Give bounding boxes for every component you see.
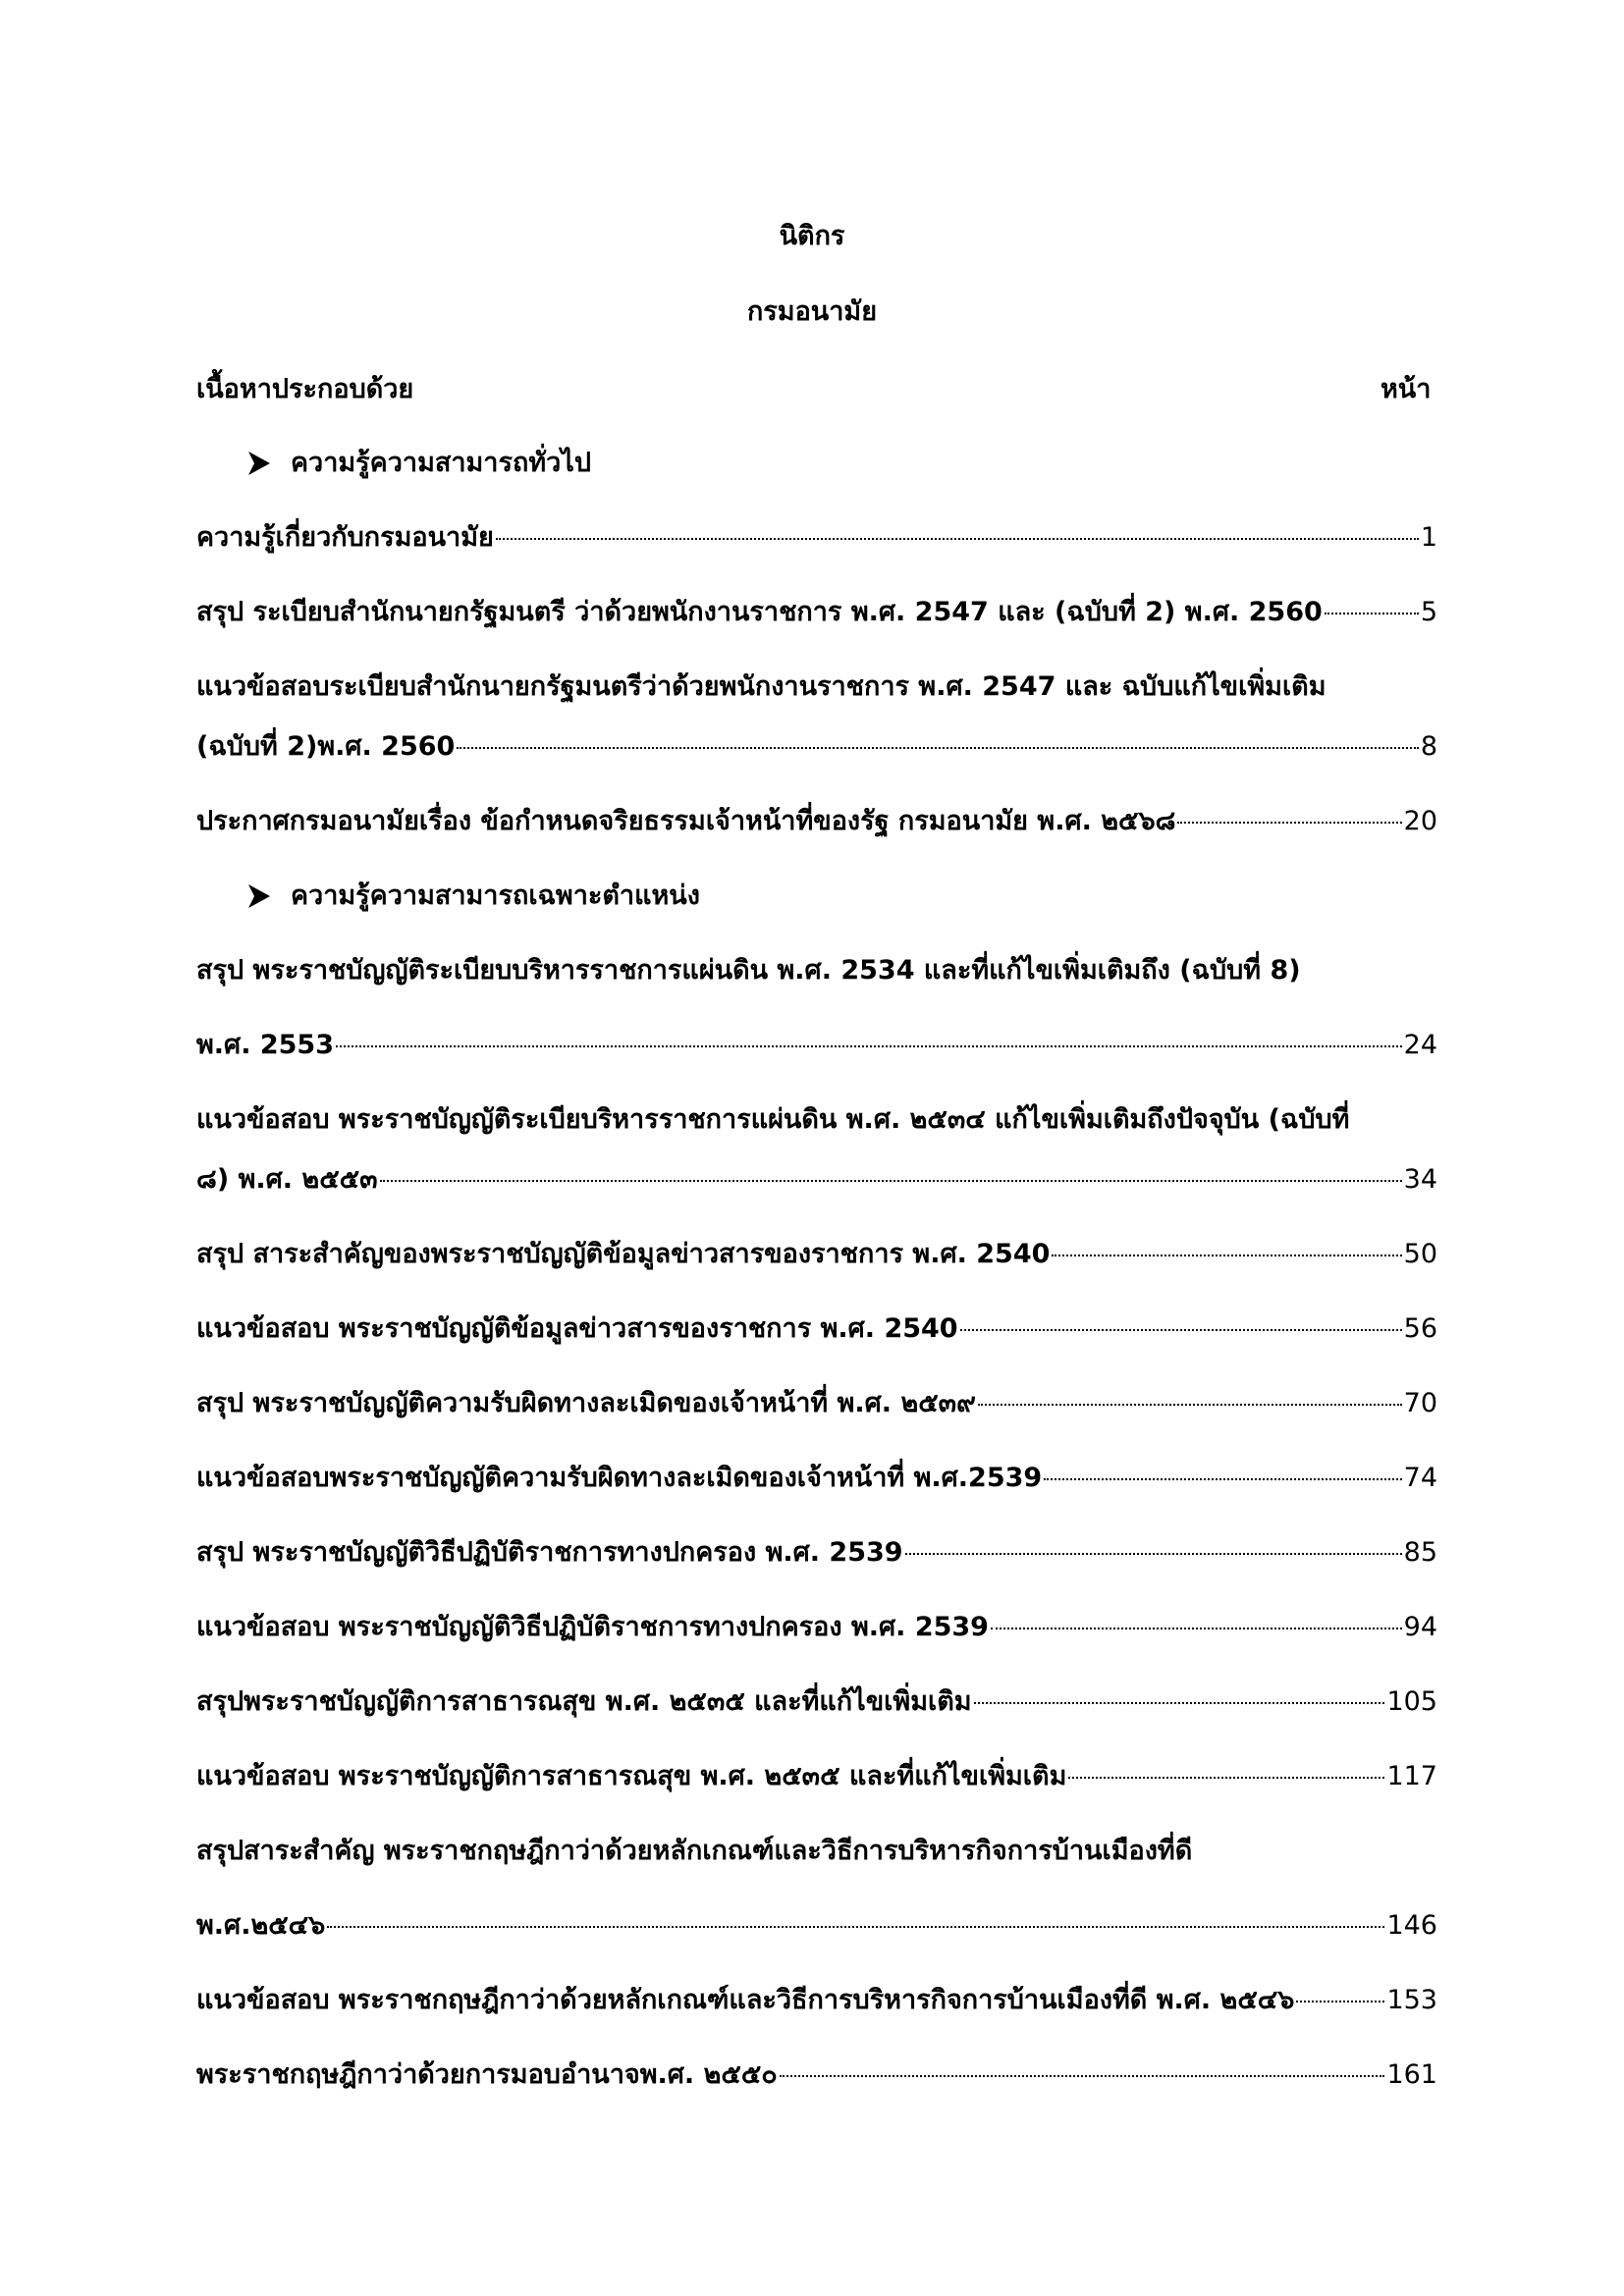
toc-entry-page: 153 bbox=[1386, 1985, 1437, 2015]
toc-entry[interactable] bbox=[196, 1533, 1437, 1573]
toc-entry-title: ความรู้เกี่ยวกับกรมอนามัย bbox=[196, 522, 494, 553]
toc-entry-title: แนวข้อสอบ พระราชบัญญัติข้อมูลข่าวสารของราชการ พ.ศ. 2540 bbox=[196, 1313, 958, 1344]
toc-entry-page: 117 bbox=[1386, 1761, 1437, 1791]
toc-entry-first-line: แนวข้อสอบระเบียบสำนักนายกรัฐมนตรีว่าด้วยพนักงานราชการ พ.ศ. 2547 และ ฉบับแก้ไขเพิ่มเติม bbox=[196, 671, 1326, 702]
leader-dots bbox=[327, 1926, 1384, 1928]
toc-entry-first-line: แนวข้อสอบ พระราชบัญญัติระเบียบริหารราชการแผ่นดิน พ.ศ. ๒๕๓๔ แก้ไขเพิ่มเติมถึงปัจจุบัน (ฉบับที่ bbox=[196, 1104, 1350, 1135]
toc-entry[interactable] bbox=[196, 1384, 1437, 1423]
toc-entry-page: 34 bbox=[1403, 1164, 1437, 1195]
leader-dots bbox=[380, 1180, 1402, 1182]
toc-entry[interactable] bbox=[196, 1608, 1437, 1647]
toc-entry-title: สรุป ระเบียบสำนักนายกรัฐมนตรี ว่าด้วยพนักงานราชการ พ.ศ. 2547 และ (ฉบับที่ 2) พ.ศ. 2560 bbox=[196, 597, 1323, 627]
toc-entry[interactable] bbox=[196, 1160, 1437, 1200]
toc-entry-title: แนวข้อสอบ พระราชบัญญัติการสาธารณสุข พ.ศ. ๒๕๓๕ และที่แก้ไขเพิ่มเติม bbox=[196, 1761, 1067, 1791]
toc-entry-first-line: สรุปสาระสำคัญ พระราชกฤษฎีกาว่าด้วยหลักเกณฑ์และวิธีการบริหารกิจการบ้านเมืองที่ดี bbox=[196, 1836, 1193, 1866]
toc-entry[interactable] bbox=[196, 727, 1437, 767]
contents-label: เนื้อหาประกอบด้วย bbox=[196, 374, 414, 404]
leader-dots bbox=[1296, 2001, 1384, 2002]
section-label: ความรู้ความสามารถทั่วไป bbox=[291, 448, 591, 478]
toc-entry-page: 70 bbox=[1403, 1388, 1437, 1418]
toc-entry-page: 146 bbox=[1386, 1910, 1437, 1941]
toc-entry-title: (ฉบับที่ 2)พ.ศ. 2560 bbox=[196, 731, 456, 762]
toc-entry[interactable] bbox=[196, 1026, 1437, 1065]
toc-entry[interactable] bbox=[196, 802, 1437, 841]
toc-entry[interactable] bbox=[196, 1682, 1437, 1722]
toc-entry-page: 94 bbox=[1403, 1612, 1437, 1642]
leader-dots bbox=[978, 1404, 1402, 1406]
toc-entry-page: 105 bbox=[1386, 1686, 1437, 1717]
toc-entry[interactable] bbox=[196, 1981, 1437, 2020]
toc-entry-page: 161 bbox=[1386, 2059, 1437, 2090]
toc-entry[interactable] bbox=[196, 2056, 1437, 2095]
toc-entry-page: 20 bbox=[1403, 806, 1437, 836]
toc-entry-title: ประกาศกรมอนามัยเรื่อง ข้อกำหนดจริยธรรมเจ้าหน้าที่ของรัฐ กรมอนามัย พ.ศ. ๒๕๖๘ bbox=[196, 806, 1176, 836]
leader-dots bbox=[960, 1329, 1402, 1331]
document-title: นิติกร bbox=[779, 221, 845, 251]
toc-entry[interactable] bbox=[196, 1309, 1437, 1349]
leader-dots bbox=[1068, 1777, 1384, 1779]
toc-entry[interactable] bbox=[196, 1459, 1437, 1498]
leader-dots bbox=[780, 2075, 1385, 2077]
leader-dots bbox=[496, 538, 1419, 540]
toc-entry-title: พ.ศ. 2553 bbox=[196, 1030, 334, 1060]
leader-dots bbox=[991, 1628, 1402, 1629]
toc-entry[interactable] bbox=[196, 1757, 1437, 1796]
toc-entry[interactable] bbox=[196, 593, 1437, 632]
toc-entry-title: แนวข้อสอบ พระราชบัญญัติวิธีปฏิบัติราชการทางปกครอง พ.ศ. 2539 bbox=[196, 1612, 989, 1642]
section-label: ความรู้ความสามารถเฉพาะตำแหน่ง bbox=[291, 881, 700, 911]
page-column-label: หน้า bbox=[1380, 374, 1432, 404]
toc-entry-title: พระราชกฤษฎีกาว่าด้วยการมอบอำนาจพ.ศ. ๒๕๕๐ bbox=[196, 2059, 778, 2090]
arrow-bullet-icon bbox=[247, 451, 271, 476]
toc-entry-page: 1 bbox=[1420, 522, 1437, 553]
toc-entry-page: 24 bbox=[1403, 1030, 1437, 1060]
leader-dots bbox=[905, 1553, 1402, 1555]
toc-entry-page: 85 bbox=[1403, 1537, 1437, 1568]
toc-entry-page: 56 bbox=[1403, 1313, 1437, 1344]
leader-dots bbox=[457, 747, 1418, 749]
section-heading-specific bbox=[247, 877, 700, 916]
toc-entry[interactable] bbox=[196, 1906, 1437, 1946]
document-subtitle: กรมอนามัย bbox=[746, 296, 878, 327]
toc-entry-title: สรุปพระราชบัญญัติการสาธารณสุข พ.ศ. ๒๕๓๕ และที่แก้ไขเพิ่มเติม bbox=[196, 1686, 972, 1717]
toc-entry[interactable] bbox=[196, 1235, 1437, 1274]
toc-entry-title: แนวข้อสอบ พระราชกฤษฎีกาว่าด้วยหลักเกณฑ์และวิธีการบริหารกิจการบ้านเมืองที่ดี พ.ศ. ๒๕๔๖ bbox=[196, 1985, 1295, 2015]
toc-entry-title: สรุป พระราชบัญญัติวิธีปฏิบัติราชการทางปกครอง พ.ศ. 2539 bbox=[196, 1537, 903, 1568]
toc-entry-page: 50 bbox=[1403, 1239, 1437, 1269]
toc-entry-title: พ.ศ.๒๕๔๖ bbox=[196, 1910, 326, 1941]
toc-entry-title: แนวข้อสอบพระราชบัญญัติความรับผิดทางละเมิดของเจ้าหน้าที่ พ.ศ.2539 bbox=[196, 1463, 1043, 1493]
toc-entry-page: 5 bbox=[1420, 597, 1437, 627]
leader-dots bbox=[974, 1702, 1385, 1704]
leader-dots bbox=[336, 1045, 1402, 1047]
leader-dots bbox=[1177, 822, 1401, 824]
leader-dots bbox=[1325, 613, 1419, 614]
toc-entry-first-line: สรุป พระราชบัญญัติระเบียบบริหารราชการแผ่นดิน พ.ศ. 2534 และที่แก้ไขเพิ่มเติมถึง (ฉบับที่ 8) bbox=[196, 955, 1301, 986]
leader-dots bbox=[1052, 1255, 1401, 1256]
toc-entry-page: 8 bbox=[1420, 731, 1437, 762]
toc-entry-page: 74 bbox=[1403, 1463, 1437, 1493]
arrow-bullet-icon bbox=[247, 883, 271, 909]
toc-entry[interactable] bbox=[196, 518, 1437, 558]
toc-entry-title: สรุป พระราชบัญญัติความรับผิดทางละเมิดของเจ้าหน้าที่ พ.ศ. ๒๕๓๙ bbox=[196, 1388, 976, 1418]
toc-entry-title: สรุป สาระสำคัญของพระราชบัญญัติข้อมูลข่าวสารของราชการ พ.ศ. 2540 bbox=[196, 1239, 1051, 1269]
toc-entry-title: ๘) พ.ศ. ๒๕๕๓ bbox=[196, 1164, 378, 1195]
leader-dots bbox=[1044, 1478, 1401, 1480]
section-heading-general bbox=[247, 444, 591, 483]
